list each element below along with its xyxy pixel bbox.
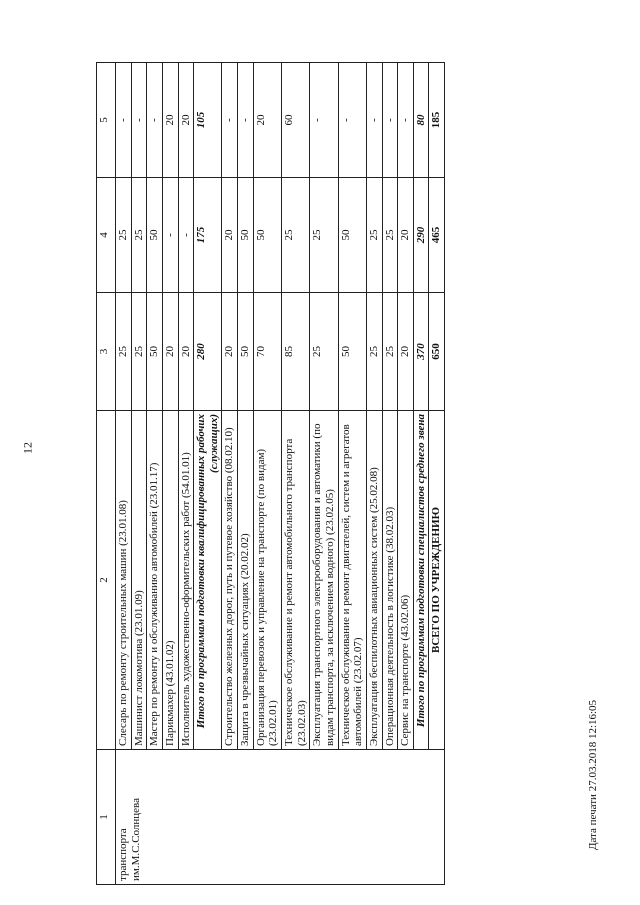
value-c5: 20 — [253, 63, 281, 178]
value-c4: 20 — [398, 178, 414, 293]
value-c5: 20 — [162, 63, 178, 178]
program-name: Эксплуатация транспортного электрооборудования и автоматики (по видам транспорта, за исключением водного) (23.02.05) — [310, 411, 338, 750]
total-label: ВСЕГО ПО УЧРЕЖДЕНИЮ — [429, 411, 445, 750]
program-name: Эксплуатация беспилотных авиационных систем (25.02.08) — [366, 411, 382, 750]
value-c5: - — [222, 63, 238, 178]
total-c4: 465 — [429, 178, 445, 293]
value-c3: 25 — [131, 293, 147, 411]
value-c3: 20 — [162, 293, 178, 411]
value-c5: - — [147, 63, 163, 178]
value-c3: 370 — [413, 293, 429, 411]
value-c5: - — [238, 63, 254, 178]
value-c4: 50 — [253, 178, 281, 293]
col-header-5: 5 — [97, 63, 116, 178]
rotated-table-area — [96, 63, 621, 885]
value-c4: 25 — [382, 178, 398, 293]
col-header-1: 1 — [97, 750, 116, 885]
value-c5: - — [338, 63, 366, 178]
value-c4: 25 — [366, 178, 382, 293]
value-c3: 50 — [238, 293, 254, 411]
value-c4: 20 — [222, 178, 238, 293]
value-c5: - — [116, 63, 132, 178]
value-c4: 50 — [338, 178, 366, 293]
program-name: Техническое обслуживание и ремонт автомобильного транспорта (23.02.03) — [282, 411, 310, 750]
total-c5: 185 — [429, 63, 445, 178]
value-c5: - — [382, 63, 398, 178]
value-c5: - — [131, 63, 147, 178]
print-date: Дата печати 27.03.2018 12:16:05 — [587, 699, 599, 851]
col-header-2: 2 — [97, 411, 116, 750]
value-c5: - — [366, 63, 382, 178]
value-c3: 85 — [282, 293, 310, 411]
value-c4: 25 — [282, 178, 310, 293]
value-c4: 175 — [194, 178, 222, 293]
value-c4: 290 — [413, 178, 429, 293]
value-c5: 80 — [413, 63, 429, 178]
program-name: Мастер по ремонту и обслуживанию автомобилей (23.01.17) — [147, 411, 163, 750]
program-name: Строительство железных дорог, путь и путевое хозяйство (08.02.10) — [222, 411, 238, 750]
value-c5: - — [398, 63, 414, 178]
value-c3: 25 — [310, 293, 338, 411]
admission-plan-table — [96, 62, 445, 885]
program-name: Защита в чрезвычайных ситуациях (20.02.02) — [238, 411, 254, 750]
program-name: Организация перевозок и управление на транспорте (по видам) (23.02.01) — [253, 411, 281, 750]
value-c5: 20 — [178, 63, 194, 178]
value-c5: 60 — [282, 63, 310, 178]
program-name: Машинист локомотива (23.01.09) — [131, 411, 147, 750]
program-name: Итого по программам подготовки специалистов среднего звена — [413, 411, 429, 750]
table-row — [116, 63, 132, 885]
program-name: Исполнитель художественно-оформительских работ (54.01.01) — [178, 411, 194, 750]
value-c3: 280 — [194, 293, 222, 411]
value-c4: - — [162, 178, 178, 293]
value-c5: 105 — [194, 63, 222, 178]
program-name: Итого по программам подготовки квалифицированных рабочих (служащих) — [194, 411, 222, 750]
value-c3: 70 — [253, 293, 281, 411]
program-name: Слесарь по ремонту строительных машин (23.01.08) — [116, 411, 132, 750]
value-c3: 50 — [338, 293, 366, 411]
value-c5: - — [310, 63, 338, 178]
col-header-3: 3 — [97, 293, 116, 411]
value-c4: 25 — [131, 178, 147, 293]
value-c4: - — [178, 178, 194, 293]
col-header-4: 4 — [97, 178, 116, 293]
value-c3: 25 — [382, 293, 398, 411]
value-c3: 25 — [116, 293, 132, 411]
total-c3: 650 — [429, 293, 445, 411]
value-c3: 20 — [398, 293, 414, 411]
value-c4: 50 — [147, 178, 163, 293]
program-name: Парикмахер (43.01.02) — [162, 411, 178, 750]
table-body — [116, 63, 445, 885]
header-row — [97, 63, 116, 885]
value-c4: 50 — [238, 178, 254, 293]
table-container — [96, 63, 621, 885]
institution-cell: транспорта им.М.С.Солнцева — [116, 750, 445, 885]
value-c3: 20 — [178, 293, 194, 411]
value-c4: 25 — [116, 178, 132, 293]
page-number: 12 — [20, 442, 35, 454]
value-c3: 25 — [366, 293, 382, 411]
value-c3: 20 — [222, 293, 238, 411]
program-name: Сервис на транспорте (43.02.06) — [398, 411, 414, 750]
program-name: Операционная деятельность в логистике (38.02.03) — [382, 411, 398, 750]
value-c3: 50 — [147, 293, 163, 411]
program-name: Техническое обслуживание и ремонт двигателей, систем и агрегатов автомобилей (23.02.07) — [338, 411, 366, 750]
value-c4: 25 — [310, 178, 338, 293]
